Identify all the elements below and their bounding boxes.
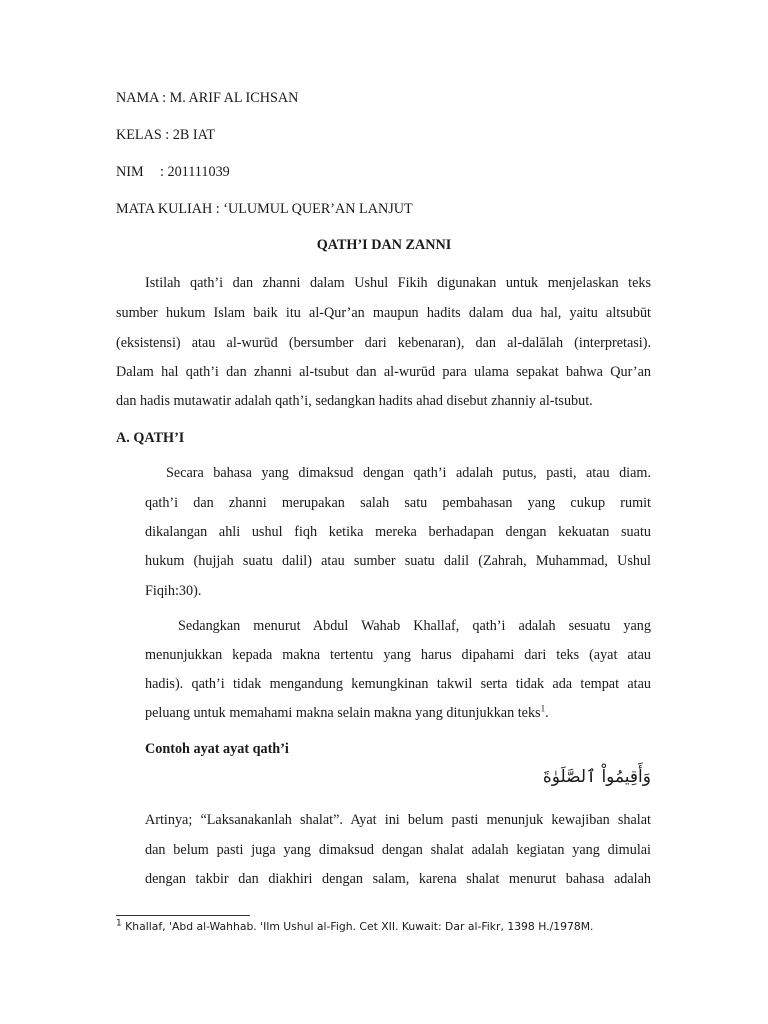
student-nim-value: : 201111039 (160, 164, 230, 180)
section-a-para2-line: hadis). qath’i tidak mengandung kemungkinan takwil serta tidak ada tempat atau (145, 676, 651, 692)
student-class: KELAS : 2B IAT (116, 127, 215, 143)
intro-line: (eksistensi) atau al-wurūd (bersumber dari kebenaran), dan al-dalālah (interpretasi). (116, 335, 651, 351)
intro-line: Istilah qath’i dan zhanni dalam Ushul Fikih digunakan untuk menjelaskan teks (145, 275, 651, 291)
section-a-para2-line: Sedangkan menurut Abdul Wahab Khallaf, qath’i adalah sesuatu yang (178, 618, 651, 634)
section-a-para3-line: Artinya; “Laksanakanlah shalat”. Ayat ini belum pasti menunjuk kewajiban shalat (145, 812, 651, 828)
section-a-para1-line: Fiqih:30). (145, 583, 202, 599)
section-a-para2-last-line (145, 704, 549, 722)
section-a-para1-line: Secara bahasa yang dimaksud dengan qath’i adalah putus, pasti, atau diam. (166, 465, 651, 481)
student-nim-label: NIM (116, 164, 144, 180)
section-a-para2-text: peluang untuk memahami makna selain makna yang ditunjukkan teks (145, 705, 541, 721)
footnote-reference[interactable]: 1 (540, 703, 546, 714)
intro-line: Dalam hal qath’i dan zhanni al-tsubut dan al-wurūd para ulama sepakat bahwa Qur’an (116, 364, 651, 380)
section-a-para1-line: dikalangan ahli ushul fiqh ketika mereka berhadapan dengan kekuatan suatu (145, 524, 651, 540)
section-a-para3-line: dengan takbir dan diakhiri dengan salam, karena shalat menurut bahasa adalah (145, 871, 651, 887)
footnote-text: Khallaf, 'Abd al-Wahhab. 'Ilm Ushul al-Figh. Cet XII. Kuwait: Dar al-Fikr, 1398 H./1978M. (121, 920, 594, 933)
footnote-mark: 1 (116, 918, 122, 929)
section-a-para1-line: qath’i dan zhanni merupakan salah satu pembahasan yang cukup rumit (145, 495, 651, 511)
intro-line: dan hadis mutawatir adalah qath’i, sedangkan hadits ahad disebut zhanniy al-tsubut. (116, 393, 593, 409)
section-a-para3-line: dan belum pasti juga yang dimaksud dengan shalat adalah kegiatan yang dimulai (145, 842, 651, 858)
footnote-divider (116, 915, 250, 916)
section-a-para2-line: menunjukkan kepada makna tertentu yang harus dipahami dari teks (ayat atau (145, 647, 651, 663)
course-name: MATA KULIAH : ‘ULUMUL QUER’AN LANJUT (116, 201, 413, 217)
document-title: QATH’I DAN ZANNI (316, 237, 452, 253)
footnote (116, 920, 593, 933)
intro-line: sumber hukum Islam baik itu al-Qur’an maupun hadits dalam dua hal, yaitu altsubūt (116, 305, 651, 321)
example-heading: Contoh ayat ayat qath’i (145, 741, 289, 757)
student-name: NAMA : M. ARIF AL ICHSAN (116, 90, 299, 106)
section-a-para1-line: hukum (hujjah suatu dalil) atau sumber suatu dalil (Zahrah, Muhammad, Ushul (145, 553, 651, 569)
section-a-heading: A. QATH’I (116, 430, 185, 446)
arabic-verse: وَأَقِيمُواْ ٱلصَّلَوٰةَ (542, 767, 651, 787)
section-a-para2-period: . (545, 705, 549, 721)
